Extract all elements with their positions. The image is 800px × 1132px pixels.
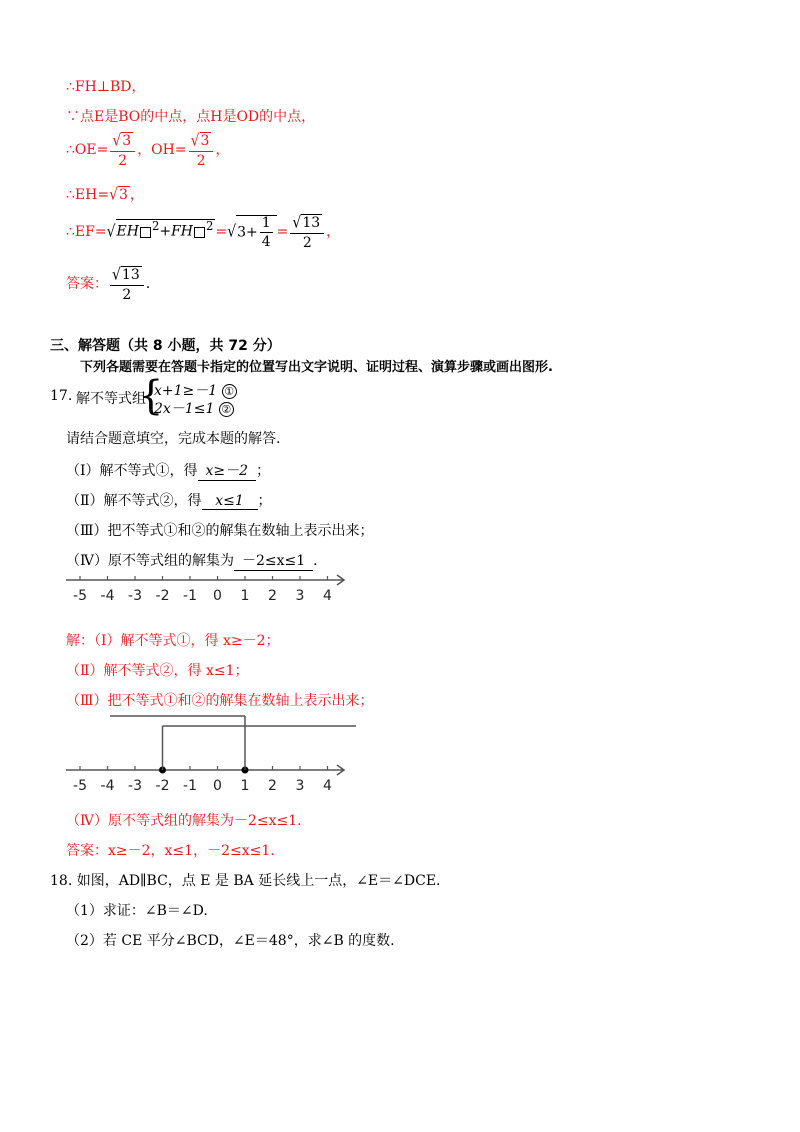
section-heading: 三、解答题（共 8 小题，共 72 分） [50, 338, 281, 354]
axis-tick-label: -3 [128, 588, 142, 604]
axis-tick-label: 2 [268, 778, 277, 794]
solution-line-ef: ∴EF=√EH $^2$+FH $^2$ =√3+ $\frac{1}{4}$ = $\frac{√13}{2}$ ， [66, 213, 341, 252]
q17-prompt: 请结合题意填空，完成本题的解答. [66, 431, 281, 447]
q17-inequality-1: x+1≥－1 ① [154, 380, 237, 400]
solution-line-oe-oh: ∴OE= $\frac{√3}{2}$ ，OH= $\frac{√3}{2}$ ， [66, 131, 230, 170]
q17-step-4: （Ⅳ）原不等式组的解集为 －2≤x≤1 . [66, 550, 318, 571]
q17-solution-3: （Ⅲ）把不等式①和②的解集在数轴上表示出来； [66, 693, 374, 709]
axis-tick-label: -1 [183, 588, 197, 604]
q18-part-2: （2）若 CE 平分∠BCD，∠E＝48°，求∠B 的度数. [66, 933, 395, 949]
axis-tick-label: 3 [295, 778, 305, 794]
q17-solution-2: （Ⅱ）解不等式②，得 x≤1； [66, 663, 249, 679]
axis-tick-label: -1 [183, 778, 197, 794]
axis-tick-label: 0 [213, 588, 222, 604]
section-instruction: 下列各题需要在答题卡指定的位置写出文字说明、证明过程、演算步骤或画出图形. [80, 360, 553, 375]
q17-solution-1: 解：（Ⅰ）解不等式①，得 x≥－2； [66, 633, 280, 649]
q17-answer: 答案：x≥－2，x≤1，－2≤x≤1. [66, 843, 275, 859]
solution-line-perpendicular: ∴FH⊥BD， [66, 79, 146, 95]
q17-step-3: （Ⅲ）把不等式①和②的解集在数轴上表示出来； [66, 523, 374, 539]
q17-number: 17. [50, 388, 73, 404]
axis-tick-label: 3 [295, 588, 305, 604]
axis-tick-label: -3 [128, 778, 142, 794]
axis-tick-label: -4 [100, 778, 115, 794]
axis-tick-label: 1 [240, 778, 250, 794]
axis-tick-label: 4 [323, 778, 332, 794]
q17-step-1: （Ⅰ）解不等式①，得 x≥－2 ； [66, 460, 270, 481]
number-line-solution [60, 708, 360, 798]
solution-line-midpoints: ∵点E是BO的中点，点H是OD的中点， [66, 109, 316, 125]
solution-line-eh: ∴EH=√3 ， [66, 185, 144, 205]
q17-step-2: （Ⅱ）解不等式②，得 x≤1 ； [66, 493, 272, 509]
axis-tick-label: 4 [323, 588, 332, 604]
answer-line-ef: 答案： $\frac{√13}{2}$ . [66, 265, 151, 304]
axis-tick-label: -2 [155, 588, 170, 604]
axis-tick-label: -2 [155, 778, 170, 794]
q18-part-1: （1）求证：∠B＝∠D. [66, 903, 208, 919]
q18-stem: 18. 如图，AD∥BC，点 E 是 BA 延长线上一点，∠E＝∠DCE. [50, 873, 441, 889]
q17-stem: 解不等式组 [76, 391, 146, 407]
axis-tick-label: -5 [73, 588, 87, 604]
axis-tick-label: 2 [268, 588, 277, 604]
number-line-blank [60, 568, 360, 608]
q17-inequality-2: 2x－1≤1 ② [154, 398, 234, 418]
axis-tick-label: -4 [100, 588, 115, 604]
system-brace: { [138, 373, 164, 419]
axis-tick-label: 0 [213, 778, 222, 794]
axis-tick-label: -5 [73, 778, 87, 794]
q17-solution-4: （Ⅳ）原不等式组的解集为－2≤x≤1. [66, 813, 302, 829]
axis-tick-label: 1 [240, 588, 250, 604]
